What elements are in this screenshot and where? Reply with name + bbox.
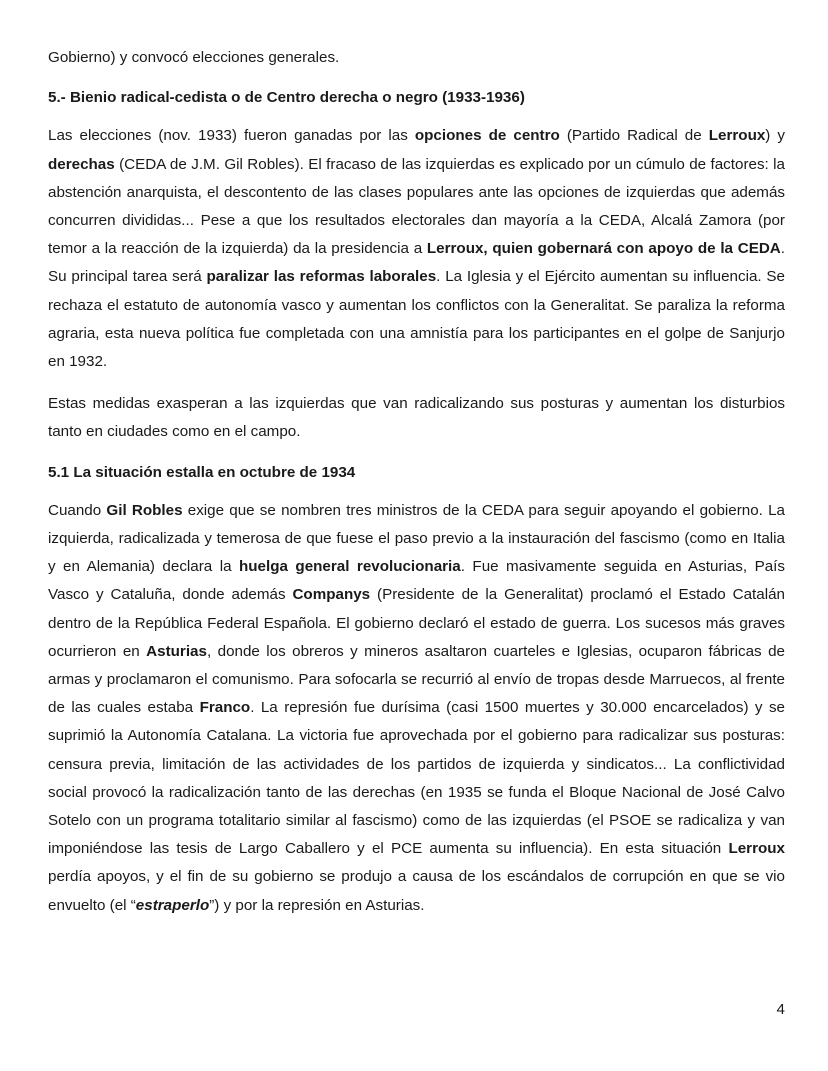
text-run: , donde los obreros y mineros asaltaron cuarteles e Iglesias, ocuparon fábricas de armas y proclamaron el comunismo. Para sofocarla se recurrió al envío de tropas desde Marruecos, al frente de las cuales estaba [48,642,785,717]
document-page [48,44,785,920]
emphasis-text: Lerroux [708,127,766,145]
emphasis-text: Franco [199,699,251,717]
emphasis-text: Lerroux, quien gobernará con apoyo de la CEDA [426,240,781,258]
emphasis-text: huelga general revolucionaria [239,558,461,576]
text-run: . La represión fue durísima (casi 1500 muertes y 30.000 encarcelados) y se suprimió la Autonomía Catalana. La victoria fue aprovechada por el gobierno para radicalizar sus posturas: censura previa, limitación de las actividades de los partidos de izquierda y sindicatos... La conflictividad social provocó la radicalización tanto de las derechas (en 1935 se funda el Bloque Nacional de José Calvo Sotelo con un programa totalitario similar al fascismo) como de las izquierdas (el PSOE se radicaliza y van imponiéndose las tesis de Largo Caballero y el PCE aumenta su influencia). En esta situación [48,699,786,858]
emphasis-text: Companys [292,586,371,604]
intro-fragment: Gobierno) y convocó elecciones generales. [48,49,340,66]
emphasis-text: paralizar las reformas laborales [206,268,437,286]
text-run: . La Iglesia y el Ejército aumentan su influencia. Se rechaza el estatuto de autonomía vasco y aumentan los conflictos con la Generalitat. Se paraliza la reforma agraria, esta nueva política fue completada con una amnistía para los participantes en el golpe de Sanjurjo en 1932. [48,268,785,371]
text-run: ”) y por la represión en Asturias. [209,896,425,914]
text-run: . Fue masivamente seguida en Asturias, País Vasco y Cataluña, donde además [48,558,785,604]
section-5-paragraph-1 [48,122,785,376]
emphasis-text: derechas [48,155,115,173]
emphasis-text: Gil Robles [106,501,183,519]
emphasis-text: estraperlo [135,896,210,914]
text-run: exige que se nombren tres ministros de la CEDA para seguir apoyando el gobierno. La izquierda, radicalizada y temerosa de que fuese el paso previo a la instauración del fascismo (como en Italia y en Alemania) declara la [48,501,786,576]
emphasis-text: opciones de centro [414,127,560,145]
section-5-heading: 5.- Bienio radical-cedista o de Centro derecha o negro (1933-1936) [48,89,525,107]
text-run: (Presidente de la Generalitat) proclamó el Estado Catalán dentro de la República Federal Española. El gobierno declaró el estado de guerra. Los sucesos más graves ocurrieron en [48,586,785,660]
section-5-1-heading: 5.1 La situación estalla en octubre de 1934 [48,463,356,481]
text-run: ) y [765,127,786,145]
text-run: (Partido Radical de [559,127,709,145]
text-run: Las elecciones (nov. 1933) fueron ganadas por las [48,127,415,145]
emphasis-text: Lerroux [728,840,785,858]
section-5-1-paragraph-1 [48,497,785,920]
page-number: 4 [776,1001,785,1018]
emphasis-text: Asturias [146,642,207,660]
text-run: perdía apoyos, y el fin de su gobierno se produjo a causa de los escándalos de corrupción en que se vio envuelto (el “ [48,868,785,914]
section-5-paragraph-2 [48,390,785,446]
text-run: . Su principal tarea será [48,240,785,286]
text-run: Cuando [48,501,107,519]
text-run: (CEDA de J.M. Gil Robles). El fracaso de las izquierdas es explicado por un cúmulo de factores: la abstención anarquista, el descontento de las clases populares ante las opciones de izquierdas que además concurren divididas... Pese a que los resultados electorales dan mayoría a la CEDA, Alcalá Zamora (por temor a la reacción de la izquierda) da la presidencia a [48,155,785,258]
text-run: Estas medidas exasperan a las izquierdas que van radicalizando sus posturas y aumentan los disturbios tanto en ciudades como en el campo. [48,395,785,441]
